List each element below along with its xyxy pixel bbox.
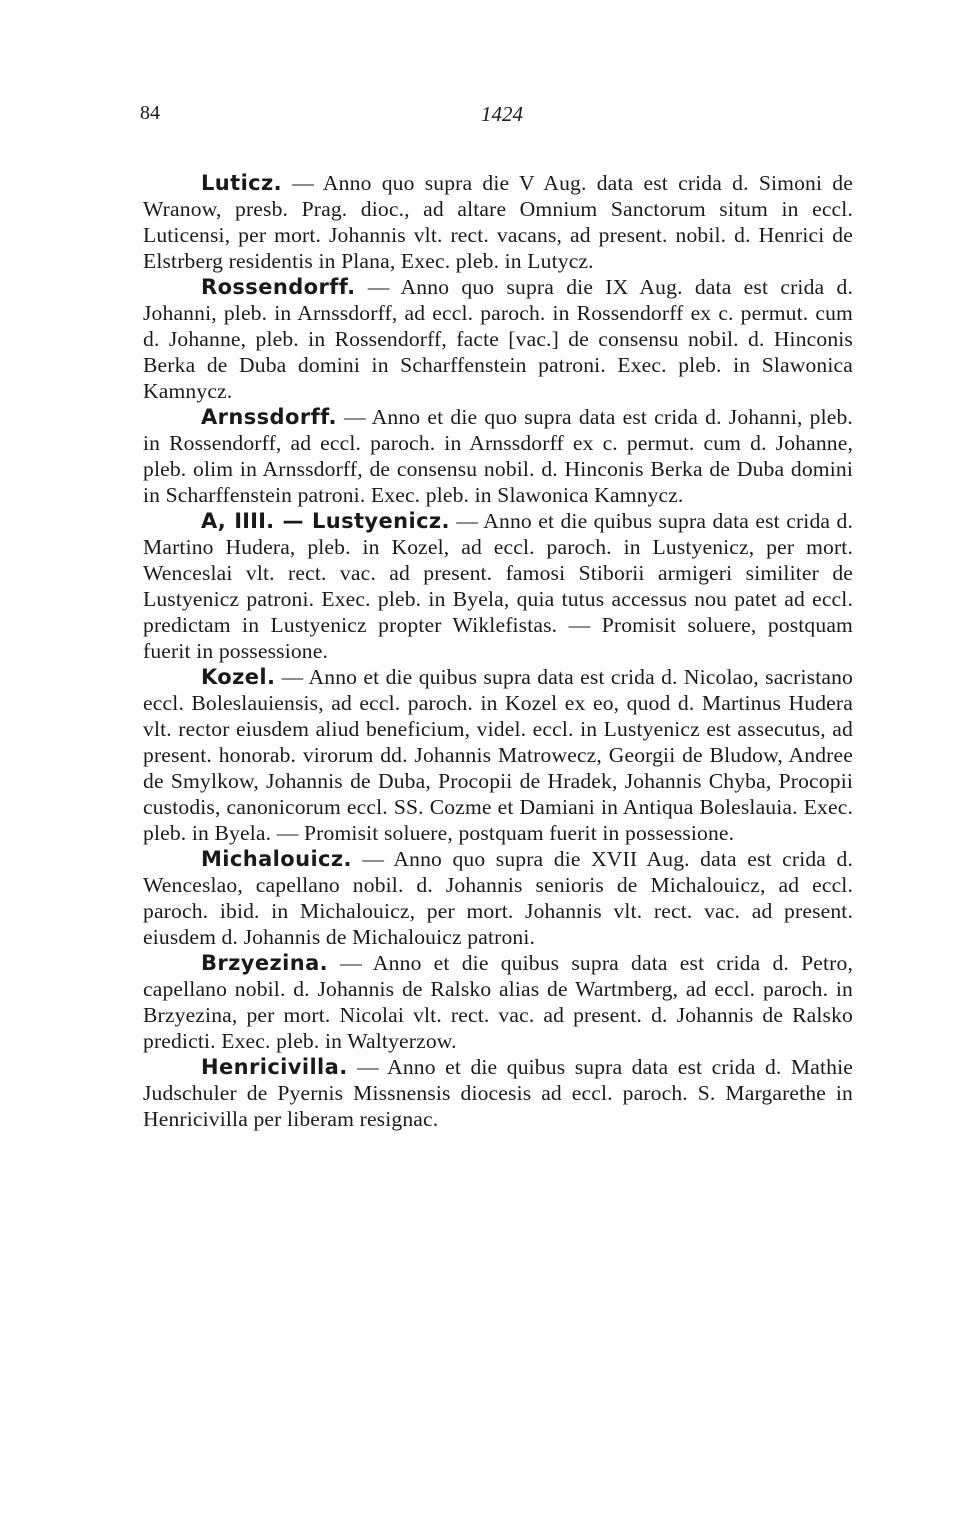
entry-lustyenicz	[143, 508, 853, 664]
register-entries	[143, 170, 853, 1132]
entry-text: — Anno quo supra die V Aug. data est crida d. Simoni de Wranow, presb. Prag. dioc., ad altare Omnium Sanctorum situm in eccl. Luticensi, per mort. Johannis vlt. rect. vacans, ad present. nobil. d. Henrici de Elstrberg residentis in Plana, Exec. pleb. in Lutycz.	[143, 171, 853, 273]
entry-arnssdorff	[143, 404, 853, 508]
entry-brzyezina	[143, 950, 853, 1054]
page-year-heading: 1424	[481, 102, 523, 126]
entry-headword: Arnssdorff.	[201, 405, 337, 429]
entry-text: — Anno et die quibus supra data est crida d. Petro, capellano nobil. d. Johannis de Ralsko alias de Wartmberg, ad eccl. paroch. in Brzyezina, per mort. Nicolai vlt. rect. vac. ad present. d. Johannis de Ralsko predicti. Exec. pleb. in Waltyerzow.	[143, 951, 853, 1053]
entry-rossendorff	[143, 274, 853, 404]
entry-text: — Anno et die quibus supra data est crida d. Martino Hudera, pleb. in Kozel, ad eccl. paroch. in Lustyenicz, per mort. Wenceslai vlt. rect. vac. ad present. famosi Stiborii armigeri similiter de Lustyenicz patroni. Exec. pleb. in Byela, quia tutus accessus nou patet ad eccl. predictam in Lustyenicz propter Wiklefistas. — Promisit soluere, postquam fuerit in possessione.	[143, 509, 853, 663]
page-number: 84	[140, 102, 160, 124]
entry-text: — Anno et die quibus supra data est crida d. Nicolao, sacristano eccl. Boleslauiensis, ad eccl. paroch. in Kozel ex eo, quod d. Martinus Hudera vlt. rector eiusdem aliud beneficium, videl. eccl. in Lustyenicz est assecutus, ad present. honorab. virorum dd. Johannis Matrowecz, Georgii de Bludow, Andree de Smylkow, Johannis de Duba, Procopii de Hradek, Johannis Chyba, Procopii custodis, canonicorum eccl. SS. Cozme et Damiani in Antiqua Boleslauia. Exec. pleb. in Byela. — Promisit soluere, postquam fuerit in possessione.	[143, 665, 853, 845]
entry-headword: Rossendorff.	[201, 275, 356, 299]
entry-headword: Luticz.	[201, 171, 283, 195]
entry-henricivilla	[143, 1054, 853, 1132]
entry-text: — Anno et die quibus supra data est crida d. Mathie Judschuler de Pyernis Missnensis diocesis ad eccl. paroch. S. Margarethe in Henricivilla per liberam resignac.	[143, 1055, 853, 1131]
page-header	[140, 102, 860, 136]
entry-text: — Anno et die quo supra data est crida d. Johanni, pleb. in Rossendorff, ad eccl. paroch. in Arnssdorff ex c. permut. cum d. Johanne, pleb. olim in Arnssdorff, de consensu nobil. d. Hinconis Berka de Duba domini in Scharffenstein patroni. Exec. pleb. in Slawonica Kamnycz.	[143, 405, 853, 507]
entry-headword: Henricivilla.	[201, 1055, 348, 1079]
entry-headword: Brzyezina.	[201, 951, 329, 975]
entry-headword: Kozel.	[201, 665, 276, 689]
entry-text: — Anno quo supra die XVII Aug. data est crida d. Wenceslao, capellano nobil. d. Johannis senioris de Michalouicz, ad eccl. paroch. ibid. in Michalouicz, per mort. Johannis vlt. rect. vac. ad present. eiusdem d. Johannis de Michalouicz patroni.	[143, 847, 853, 949]
entry-luticz	[143, 170, 853, 274]
entry-marker: A, IIII. —	[201, 509, 312, 533]
entry-michalouicz	[143, 846, 853, 950]
entry-kozel	[143, 664, 853, 846]
entry-text: — Anno quo supra die IX Aug. data est crida d. Johanni, pleb. in Arnssdorff, ad eccl. paroch. in Rossendorff ex c. permut. cum d. Johanne, pleb. in Rossendorff, facte [vac.] de consensu nobil. d. Hinconis Berka de Duba domini in Scharffenstein patroni. Exec. pleb. in Slawonica Kamnycz.	[143, 275, 853, 403]
entry-headword: Michalouicz.	[201, 847, 352, 871]
entry-headword: Lustyenicz.	[311, 509, 450, 533]
